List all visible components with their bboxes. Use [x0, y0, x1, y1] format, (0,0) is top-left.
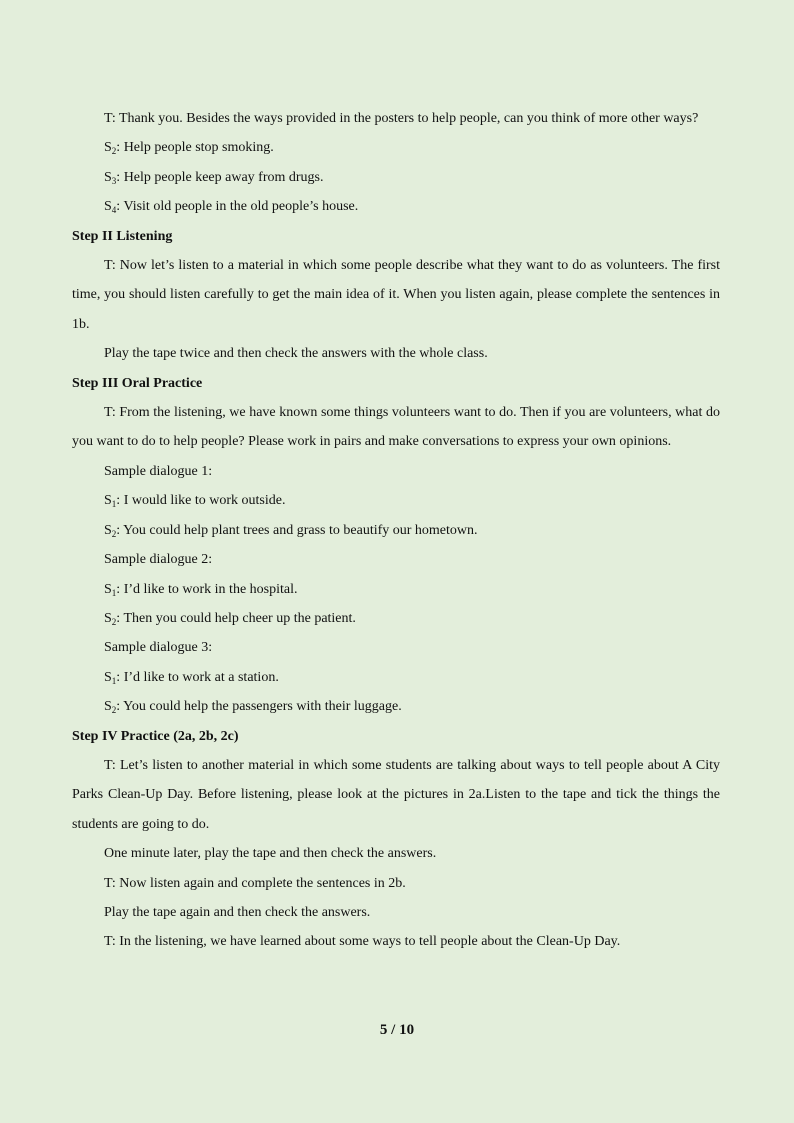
student-line: [72, 516, 720, 545]
instruction-line: Play the tape again and then check the answers.: [104, 904, 371, 920]
dialogue-heading: Sample dialogue 2:: [104, 552, 213, 568]
speaker-label: S: [104, 140, 112, 156]
speaker-number: 4: [111, 205, 117, 216]
student-line-text: I’d like to work at a station.: [123, 669, 279, 685]
speaker-label: S: [104, 581, 112, 597]
speaker-number: 1: [111, 587, 117, 598]
speaker-number: 1: [111, 499, 117, 510]
speaker-number: 2: [111, 146, 117, 157]
student-line: [72, 604, 720, 633]
dialogue-heading: Sample dialogue 1:: [104, 463, 213, 479]
speaker-number: 2: [111, 528, 117, 539]
student-line: [72, 163, 720, 192]
student-line-text: You could help plant trees and grass to beautify our hometown.: [123, 522, 478, 538]
instruction-line: Play the tape twice and then check the answers with the whole class.: [104, 346, 488, 362]
student-line: [72, 192, 720, 221]
student-line: [72, 575, 720, 604]
speaker-label: S: [104, 669, 112, 685]
page-number: 5 / 10: [379, 1022, 415, 1038]
speaker-number: 2: [111, 616, 117, 627]
student-line: [72, 663, 720, 692]
speaker-label: S: [104, 699, 112, 715]
speaker-separator: :: [116, 493, 124, 509]
speaker-label: S: [104, 522, 112, 538]
speaker-label: S: [104, 493, 112, 509]
teacher-line: T: Now listen again and complete the sentences in 2b.: [104, 875, 406, 891]
student-line-text: Visit old people in the old people’s house.: [123, 199, 359, 215]
speaker-label: S: [104, 610, 112, 626]
speaker-separator: :: [116, 140, 124, 156]
speaker-label: S: [104, 199, 112, 215]
speaker-label: S: [104, 169, 112, 185]
speaker-separator: :: [116, 699, 124, 715]
student-line: [72, 692, 720, 721]
student-line-text: Help people stop smoking.: [123, 140, 274, 156]
speaker-separator: :: [116, 669, 124, 685]
speaker-separator: :: [116, 169, 124, 185]
teacher-line: T: Let’s listen to another material in which some students are talking about ways to tell people about A City Parks Clean-Up Day. Before listening, please look at the pictures in 2a.Listen to the tape and tick the things the students are going to do.: [72, 757, 720, 832]
dialogue-heading: Sample dialogue 3:: [104, 640, 213, 656]
speaker-number: 2: [111, 705, 117, 716]
teacher-line: T: Now let’s listen to a material in which some people describe what they want to do as volunteers. The first time, you should listen carefully to get the main idea of it. When you listen again, please complete the sentences in 1b.: [72, 258, 720, 332]
student-line-text: Then you could help cheer up the patient.: [123, 610, 356, 626]
teacher-line: T: In the listening, we have learned about some ways to tell people about the Clean-Up Day.: [104, 934, 621, 950]
student-line-text: You could help the passengers with their luggage.: [123, 699, 402, 715]
speaker-separator: :: [116, 581, 124, 597]
teacher-line: T: From the listening, we have known some things volunteers want to do. Then if you are volunteers, what do you want to do to help people? Please work in pairs and make conversations to express your own opinions.: [72, 405, 720, 450]
section-heading: Step IV Practice (2a, 2b, 2c): [72, 728, 239, 744]
student-line-text: I would like to work outside.: [123, 493, 286, 509]
lesson-content: [72, 104, 720, 957]
speaker-separator: :: [116, 199, 124, 215]
student-line: [72, 133, 720, 162]
student-line: [72, 486, 720, 515]
speaker-separator: :: [116, 522, 124, 538]
speaker-number: 3: [111, 175, 117, 186]
teacher-line: T: Thank you. Besides the ways provided in the posters to help people, can you think of more other ways?: [104, 111, 699, 126]
instruction-line: One minute later, play the tape and then check the answers.: [104, 846, 437, 862]
speaker-number: 1: [111, 675, 117, 686]
student-line-text: I’d like to work in the hospital.: [123, 581, 298, 597]
student-line-text: Help people keep away from drugs.: [123, 169, 324, 185]
section-heading: Step II Listening: [72, 228, 173, 244]
speaker-separator: :: [116, 610, 124, 626]
section-heading: Step III Oral Practice: [72, 375, 203, 391]
